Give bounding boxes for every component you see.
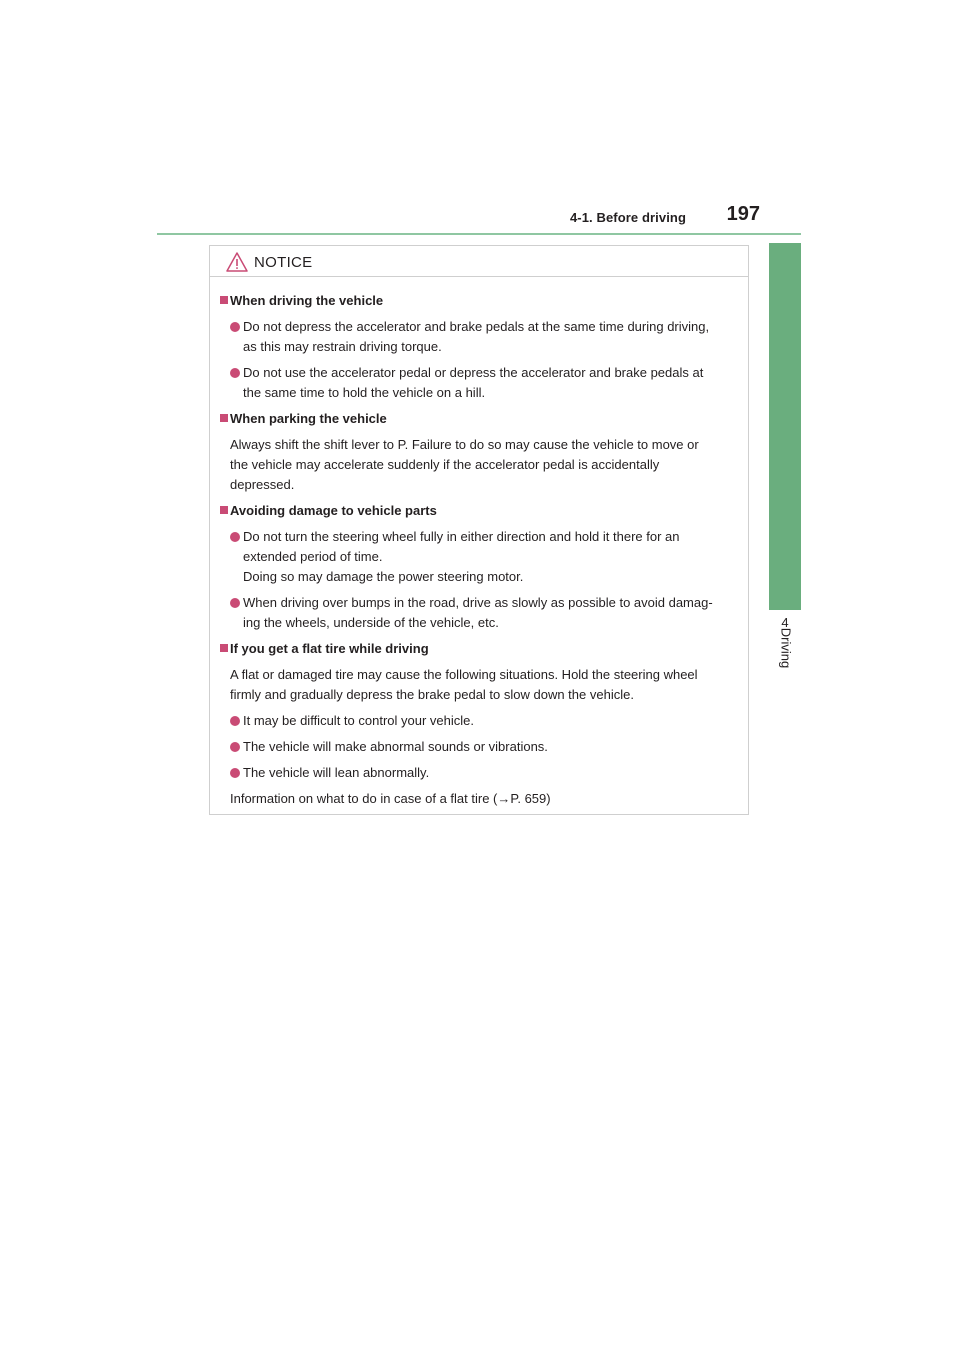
paragraph: A flat or damaged tire may cause the following situations. Hold the steering wheel firmly and gradually depress the brake pedal to slow down the vehicle. [230, 667, 698, 702]
section-heading: When parking the vehicle [220, 409, 742, 429]
notice-content [210, 277, 748, 809]
list-item: Do not turn the steering wheel fully in either direction and hold it there for an extended period of time. Doing so may damage the power steering motor. [220, 527, 742, 587]
section-square-icon [220, 506, 228, 514]
notice-title: NOTICE [254, 254, 313, 271]
bullet-dot-icon [230, 368, 240, 378]
section-square-icon [220, 644, 228, 652]
section-heading: Avoiding damage to vehicle parts [220, 501, 742, 521]
list-item: It may be difficult to control your vehicle. [220, 711, 742, 731]
chapter-label: Driving [778, 627, 794, 669]
bullet-dot-icon [230, 716, 240, 726]
section-heading: If you get a flat tire while driving [220, 639, 742, 659]
notice-box [209, 245, 749, 815]
flat-tire-reference: Information on what to do in case of a flat tire (→P. 659) [230, 791, 551, 806]
list-item: The vehicle will make abnormal sounds or vibrations. [220, 737, 742, 757]
notice-header [210, 246, 748, 277]
bullet-dot-icon [230, 598, 240, 608]
paragraph: Always shift the shift lever to P. Failure to do so may cause the vehicle to move or the vehicle may accelerate suddenly if the accelerator pedal is accidentally depressed. [230, 437, 699, 492]
header-rule [157, 233, 801, 235]
bullet-dot-icon [230, 768, 240, 778]
page-number: 197 [726, 203, 760, 225]
list-item: Do not use the accelerator pedal or depress the accelerator and brake pedals at the same time to hold the vehicle on a hill. [220, 363, 742, 403]
section-heading: When driving the vehicle [220, 291, 742, 311]
list-item: The vehicle will lean abnormally. [220, 763, 742, 783]
bullet-dot-icon [230, 532, 240, 542]
page-header [0, 0, 960, 240]
section-title: 4-1. Before driving [569, 210, 686, 225]
bullet-dot-icon [230, 742, 240, 752]
warning-triangle-icon [226, 252, 248, 272]
chapter-label-wrap [776, 620, 796, 680]
list-item: Do not depress the accelerator and brake pedals at the same time during driving, as this may restrain driving torque. [220, 317, 742, 357]
bullet-dot-icon [230, 322, 240, 332]
section-square-icon [220, 414, 228, 422]
chapter-number: 4 [781, 615, 789, 630]
chapter-tab [769, 243, 801, 610]
section-square-icon [220, 296, 228, 304]
list-item: When driving over bumps in the road, drive as slowly as possible to avoid damag- ing the wheels, underside of the vehicle, etc. [220, 593, 742, 633]
